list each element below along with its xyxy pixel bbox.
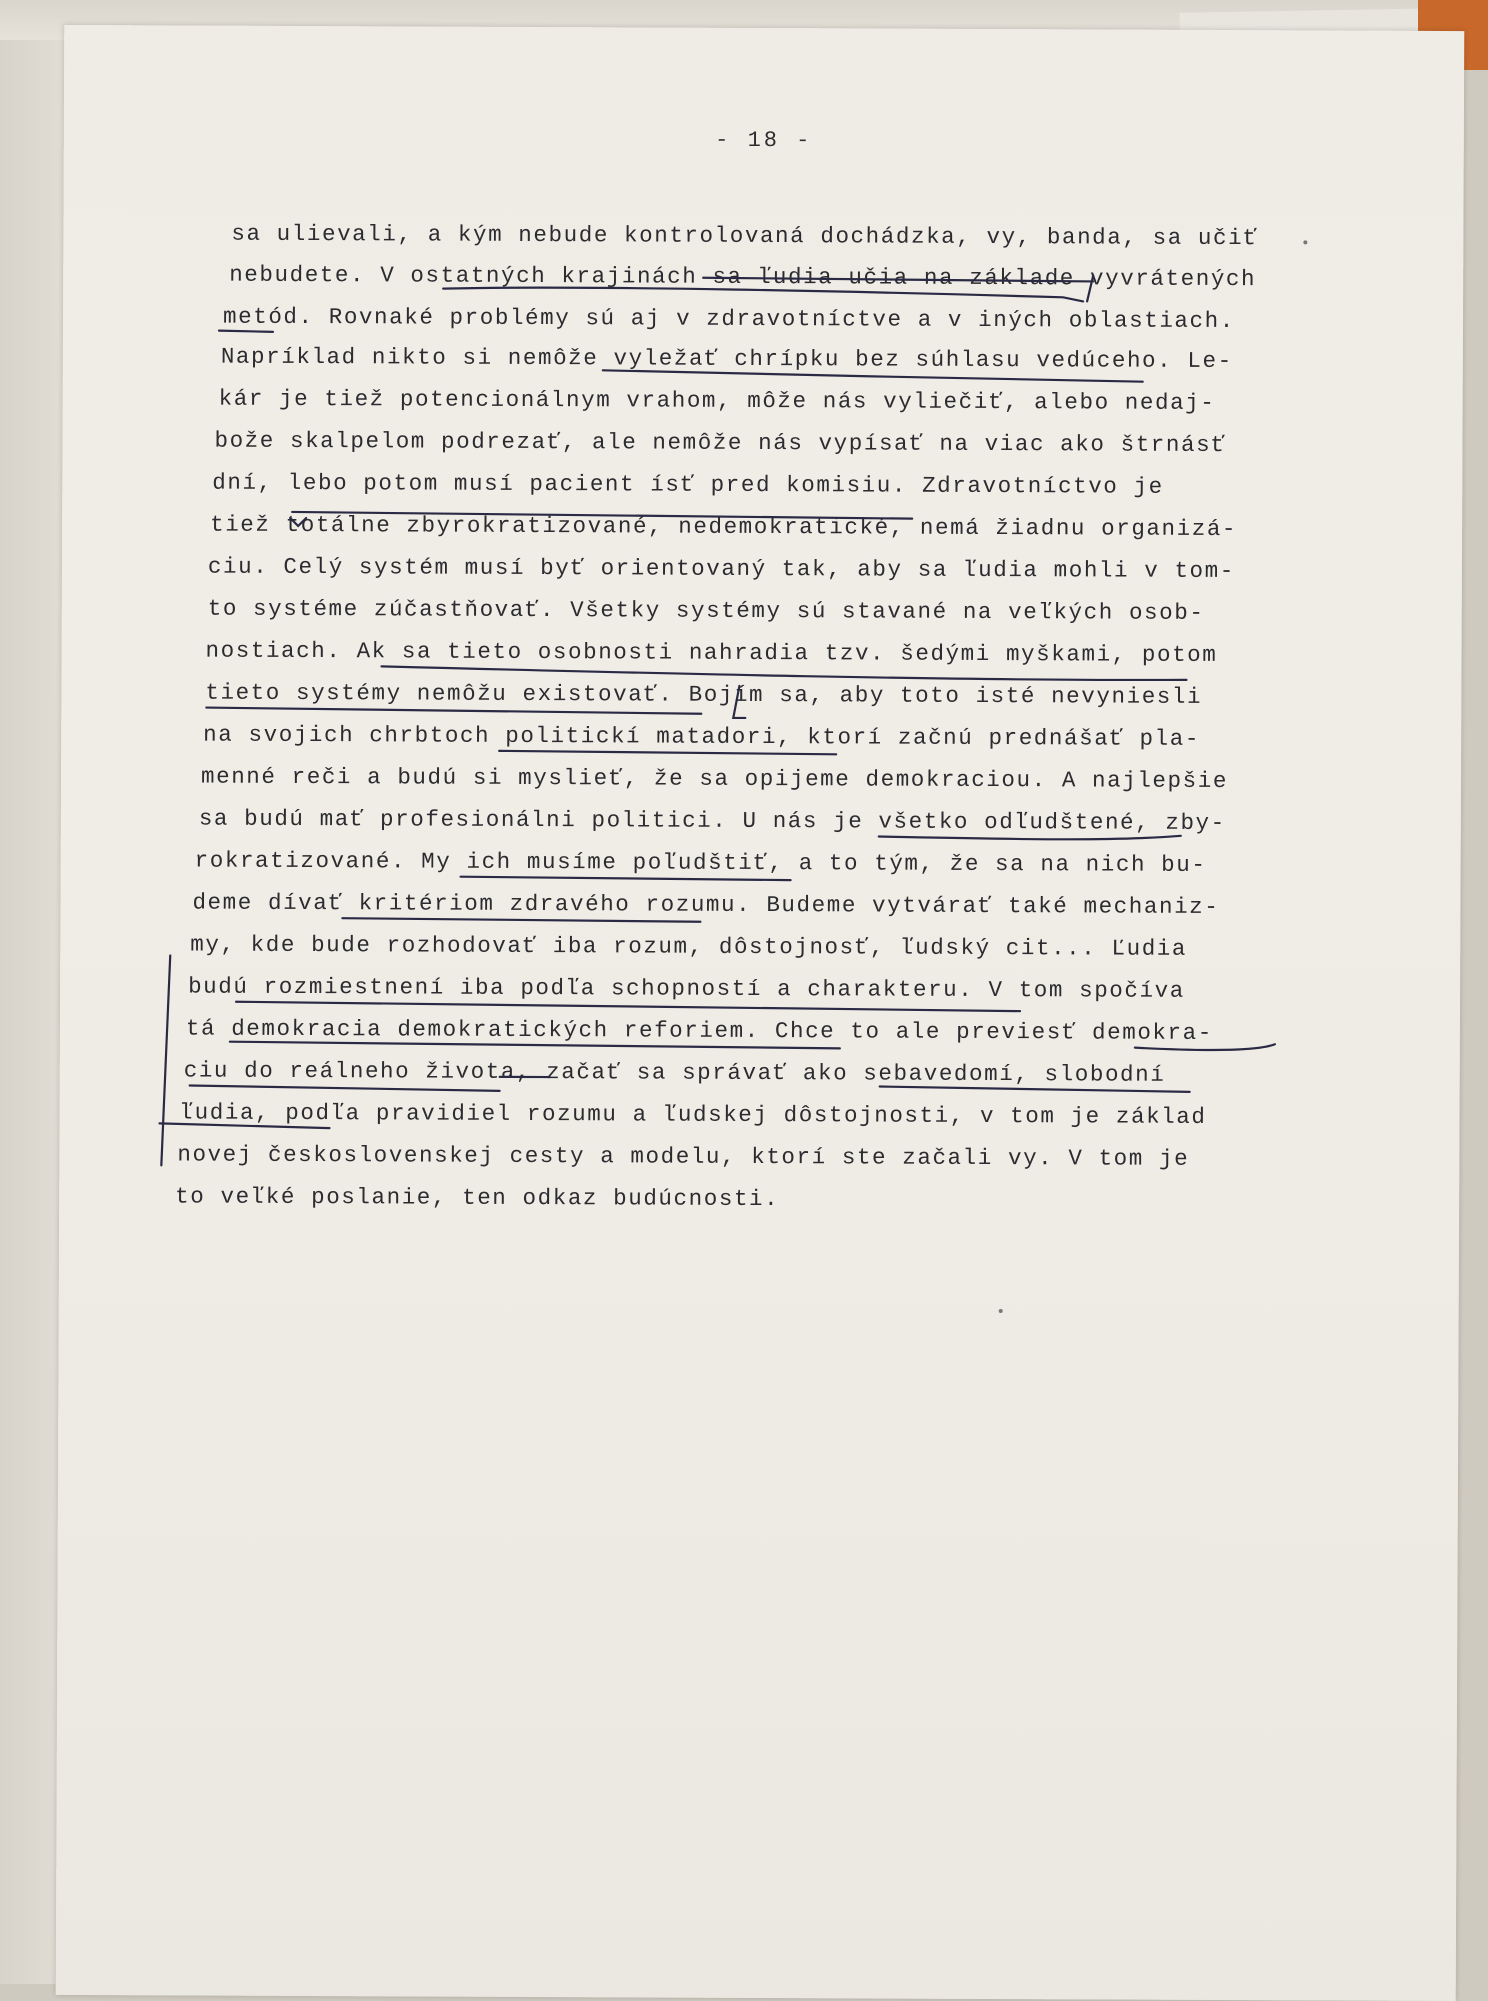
text-line: menné reči a budú si myslieť, že sa opijeme demokraciou. A najlepšie <box>201 764 1228 794</box>
text-line: nostiach. Ak sa tieto osobnosti nahradia tzv. šedými myškami, potom <box>206 638 1218 668</box>
typewritten-page <box>56 25 1465 2001</box>
text-line: kár je tiež potencionálnym vrahom, môže nás vyliečiť, alebo nedaj- <box>219 386 1216 416</box>
text-line: Napríklad nikto si nemôže vyležať chrípku bez súhlasu vedúceho. Le- <box>221 344 1233 374</box>
underline-mark <box>443 287 1083 301</box>
paper-speck <box>1303 240 1307 244</box>
text-line: na svojich chrbtoch politickí matadori, ktorí začnú prednášať pla- <box>203 722 1200 752</box>
underline-mark <box>190 1086 500 1091</box>
underline-mark <box>230 1042 840 1049</box>
underline-mark <box>1135 1044 1275 1051</box>
insertion-caret <box>290 518 306 526</box>
text-line: ľudia, podľa pravidiel rozumu a ľudskej dôstojnosti, v tom je základ <box>180 1099 1207 1129</box>
text-line: sa ulievali, a kým nebude kontrolovaná dochádzka, vy, banda, sa učiť <box>231 221 1258 251</box>
underline-mark <box>206 708 701 714</box>
underline-mark <box>879 835 1181 840</box>
text-line: sa budú mať profesionálni politici. U nás je všetko odľudštené, zby- <box>199 806 1226 836</box>
text-line: dní, lebo potom musí pacient ísť pred komisiu. Zdravotníctvo je <box>212 470 1164 500</box>
text-line: metód. Rovnaké problémy sú aj v zdravotníctve a v iných oblastiach. <box>223 304 1235 334</box>
underline-mark <box>880 1087 1190 1092</box>
underline-mark <box>342 918 700 922</box>
underline-mark <box>236 1002 1020 1011</box>
strikethrough-mark <box>292 512 912 519</box>
text-line: to systéme zúčastňovať. Všetky systémy sú stavané na veľkých osob- <box>208 596 1205 626</box>
text-line: tiež totálne zbyrokratizované, nedemokratické, nemá žiadnu organizá- <box>210 512 1237 542</box>
text-line: my, kde bude rozhodovať iba rozum, dôstojnosť, ľudský cit... Ľudia <box>190 932 1187 962</box>
underline-mark <box>499 751 836 754</box>
strikethrough-mark <box>703 278 1093 282</box>
text-line: bože skalpelom podrezať, ale nemôže nás vypísať na viac ako štrnásť <box>214 428 1226 458</box>
page-number: - 18 - <box>64 125 1464 156</box>
underline-mark <box>159 1123 329 1128</box>
pen-annotations <box>58 25 1464 1431</box>
insertion-caret <box>1087 275 1093 301</box>
text-line: tieto systémy nemôžu existovať. Bojím sa, aby toto isté nevyniesli <box>205 680 1202 710</box>
text-line: novej československej cesty a modelu, ktorí ste začali vy. V tom je <box>177 1141 1189 1171</box>
underline-mark <box>603 370 1143 381</box>
text-line: ciu. Celý systém musí byť orientovaný tak, aby sa ľudia mohli v tom- <box>208 554 1235 584</box>
text-line: deme dívať kritériom zdravého rozumu. Budeme vytvárať také mechaniz- <box>192 890 1219 920</box>
text-line: rokratizované. My ich musíme poľudštiť, a to tým, že sa na nich bu- <box>195 848 1207 878</box>
underline-mark <box>461 877 791 880</box>
underline-mark <box>219 331 273 332</box>
text-line: nebudete. V ostatných krajinách sa ľudia učia na základe vyvrátených <box>229 262 1256 292</box>
side-margin-line <box>161 955 170 1165</box>
paper-speck <box>999 1309 1003 1313</box>
text-line: ciu do reálneho života, začať sa správať ako sebavedomí, slobodní <box>184 1057 1166 1087</box>
underline-mark <box>381 666 1186 680</box>
text-line: to veľké poslanie, ten odkaz budúcnosti. <box>175 1183 779 1212</box>
text-line: tá demokracia demokratických reforiem. Chce to ale previesť demokra- <box>186 1015 1213 1045</box>
text-line: budú rozmiestnení iba podľa schopností a charakteru. V tom spočíva <box>188 974 1185 1004</box>
bracket-mark <box>733 686 745 718</box>
